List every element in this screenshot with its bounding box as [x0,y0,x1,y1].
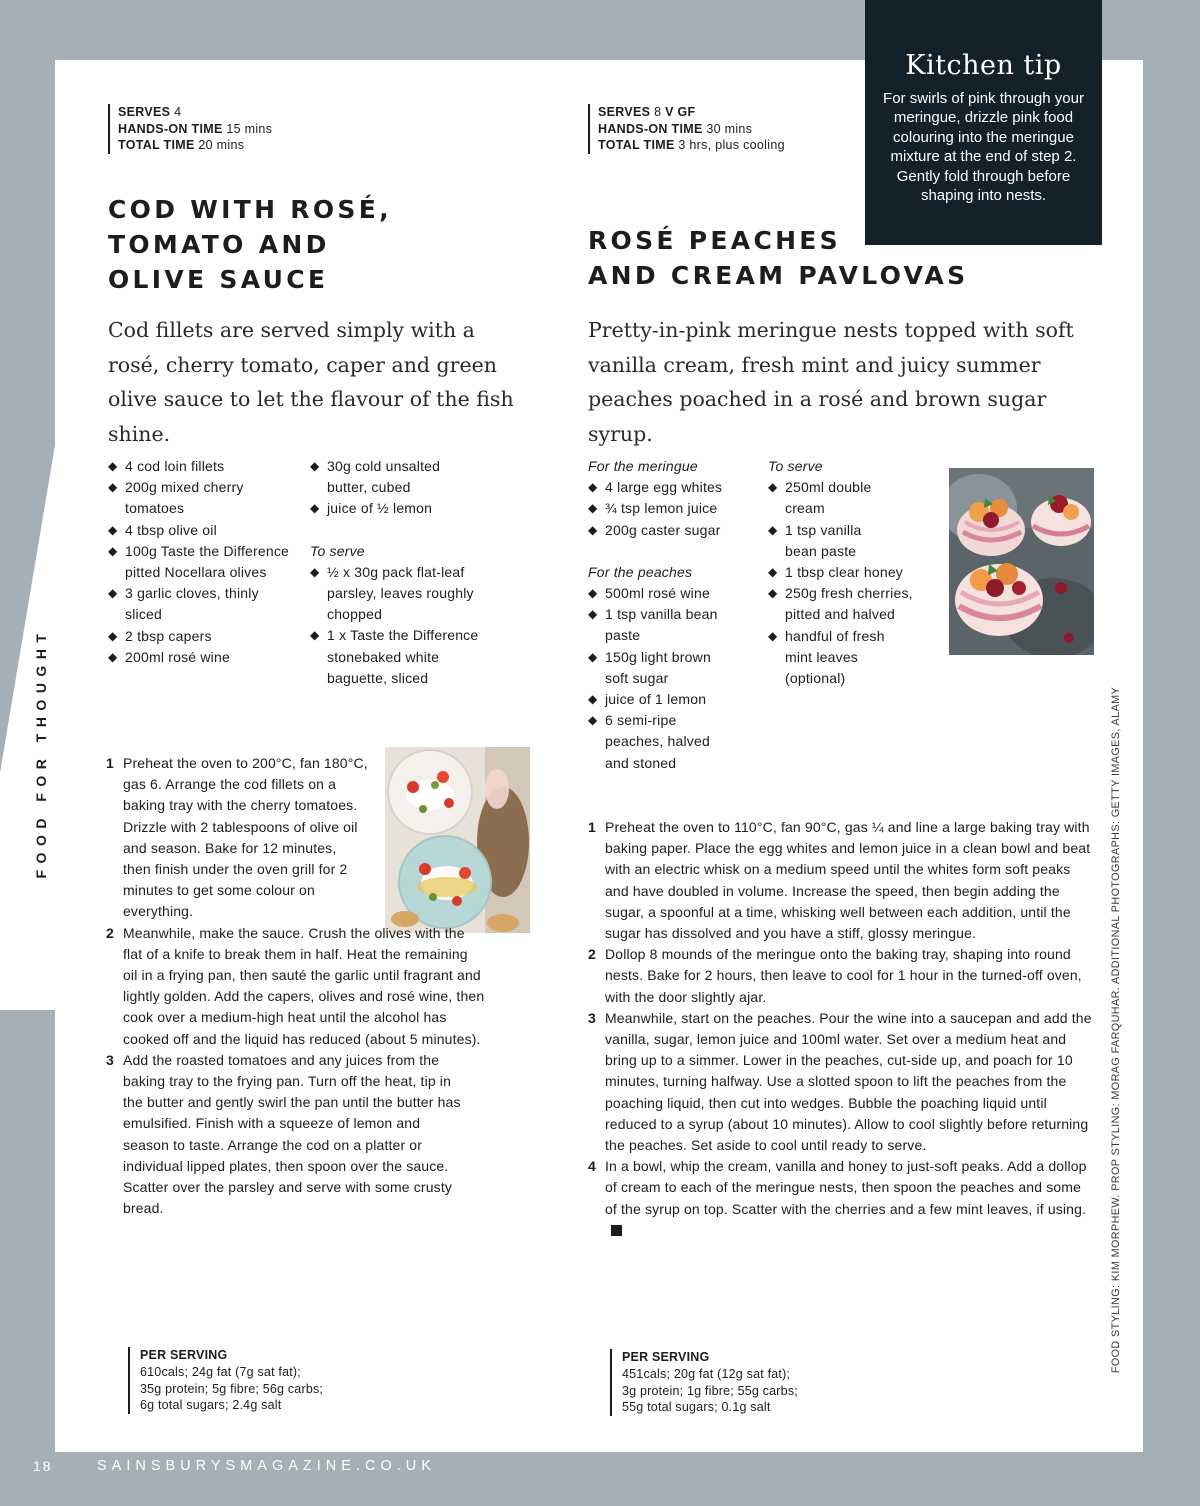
page-number: 18 [33,1458,53,1474]
recipe1-serve-heading: To serve [310,542,365,559]
ingredient: ◆ ¾ tsp lemon juice [588,498,758,519]
ingredient: ◆ handful of fresh mint leaves (optional) [768,626,913,690]
ingredient: ◆ juice of 1 lemon [588,689,758,710]
meringue-heading: For the meringue [588,458,698,474]
nutrition-line: 55g total sugars; 0.1g salt [622,1400,771,1415]
recipe1-total-time: TOTAL TIME 20 mins [118,138,245,152]
ingredient: ◆ 200g mixed cherry tomatoes [108,477,298,519]
ingredient: ◆ 1 tsp vanilla bean paste [768,520,888,562]
photo-credits: FOOD STYLING: KIM MORPHEW. PROP STYLING: MORAG FARQUHAR. ADDITIONAL PHOTOGRAPHS: GETTY IMAGES, ALAMY [1110,686,1122,1374]
recipe1-ingredients-col1 [108,456,298,668]
site-url[interactable]: SAINSBURYSMAGAZINE.CO.UK [97,1458,436,1474]
nutrition-line: 451cals; 20g fat (12g sat fat); [622,1366,791,1381]
ingredient: ◆ 2 tbsp capers [108,626,298,647]
nutrition-line: 35g protein; 5g fibre; 56g carbs; [140,1381,324,1396]
method-step: 1 Preheat the oven to 200°C, fan 180°C, gas 6. Arrange the cod fillets on a baking tray with the cherry tomatoes. Drizzle with 2 tablespoons of olive oil and season. Bake for 12 minutes, then finish under the oven grill for 2 minutes to get some colour on everything. [106,755,368,920]
method-step: 3 Meanwhile, start on the peaches. Pour the wine into a saucepan and add the vanilla, sugar, lemon juice and 100ml water. Set over a medium heat and bring up to a simmer. Lower in the peaches, cut-side up, and poach for 10 minutes, turning halfway. Use a slotted spoon to lift the peaches from the poaching liquid, then cut into wedges. Bubble the poaching liquid until reduced to a syrup (about 10 minutes). Allow to cool slightly before returning the peaches. Set aside to cool until ready to serve. [588,1009,1092,1154]
nutrition-line: 610cals; 24g fat (7g sat fat); [140,1364,301,1379]
peaches-heading: For the peaches [588,563,693,580]
method-step: 2 Dollop 8 mounds of the meringue onto the baking tray, shaping into round nests. Bake for 2 hours, then leave to cool for 1 hour in the turned-off oven, with the door slightly ajar. [588,946,1082,1005]
recipe1-method [106,753,486,1219]
ingredient: ◆ 150g light brown soft sugar [588,647,733,689]
ingredient: ◆ 30g cold unsalted butter, cubed [310,456,480,498]
pavlova-photo [949,468,1094,655]
method-step: 4 In a bowl, whip the cream, vanilla and honey to just-soft peaks. Add a dollop of cream to each of the meringue nests, then spoon the peaches and some of the syrup on top. Scatter with the cherries and a few mint leaves, if using. [588,1156,1094,1241]
recipe1-hands-on-time: HANDS-ON TIME 15 mins [118,121,273,136]
recipe1-nutrition [128,1347,323,1414]
recipe2-meta [588,104,785,154]
method-step: 1 Preheat the oven to 110°C, fan 90°C, gas ¼ and line a large baking tray with baking paper. Place the egg whites and lemon juice in a clean bowl and beat with an electric whisk on a medium speed until the whites form soft peaks and have doubled in volume. Increase the speed, then begin adding the sugar, a spoonful at a time, whisking well between each addition, until the sugar has dissolved and you have a stiff, glossy meringue. [588,819,1091,942]
ingredient: ◆ 200g caster sugar [588,520,758,541]
nutrition-line: 3g protein; 1g fibre; 55g carbs; [622,1383,798,1398]
recipe1-title: COD WITH ROSÉ, TOMATO AND OLIVE SAUCE [108,195,392,294]
ingredient: ◆ 1 x Taste the Difference stonebaked white baguette, sliced [310,625,480,689]
recipe1-serves: SERVES 4 [118,105,182,119]
recipe1-meta [108,104,272,154]
recipe2-total-time: TOTAL TIME 3 hrs, plus cooling [598,138,785,152]
recipe2-nutrition [610,1349,798,1416]
recipe2-method [588,817,1094,1241]
recipe2-intro: Pretty-in-pink meringue nests topped with soft vanilla cream, fresh mint and juicy summer peaches poached in a rosé and brown sugar syrup. [588,318,1074,446]
ingredient: ◆ ½ x 30g pack flat-leaf parsley, leaves roughly chopped [310,562,480,626]
ingredient: ◆ 1 tbsp clear honey [768,562,938,583]
ingredient: ◆ 1 tsp vanilla bean paste [588,604,728,646]
recipe2-serves: SERVES 8 V GF [598,105,696,119]
recipe1-intro: Cod fillets are served simply with a rosé, cherry tomato, caper and green olive sauce to let the flavour of the fish shine. [108,318,514,446]
kitchen-tip-text: For swirls of pink through your meringue, drizzle pink food colouring into the meringue mixture at the end of step 2. Gently fold through before shaping into nests. [883,90,1084,205]
ingredient: ◆ 500ml rosé wine [588,583,758,604]
ingredient: ◆ 250ml double cream [768,477,908,519]
ingredient: ◆ 200ml rosé wine [108,647,298,668]
method-step: 2 Meanwhile, make the sauce. Crush the olives with the flat of a knife to break them in half. Heat the remaining oil in a frying pan, then sauté the garlic until fragrant and lightly golden. Add the capers, olives and rosé wine, then cook over a medium-high heat until the alcohol has cooked off and the liquid has reduced (about 5 minutes). [106,924,485,1047]
recipe2-hands-on-time: HANDS-ON TIME 30 mins [598,121,753,136]
nutrition-line: 6g total sugars; 2.4g salt [140,1398,282,1413]
ingredient: ◆ 4 cod loin fillets [108,456,298,477]
kitchen-tip-title: Kitchen tip [905,50,1062,81]
section-label: FOOD FOR THOUGHT [33,627,49,878]
ingredient: ◆ 4 tbsp olive oil [108,520,298,541]
recipe2-ingredients-col2 [768,456,938,689]
ingredient: ◆ 3 garlic cloves, thinly sliced [108,583,298,625]
method-step: 3 Add the roasted tomatoes and any juices from the baking tray to the frying pan. Turn off the heat, tip in the butter and gently swirl the pan until the butter has emulsified. Finish with a squeeze of lemon and season to taste. Arrange the cod on a platter or individual lipped plates, then spoon over the sauce. Scatter over the parsley and serve with some crusty bread. [106,1051,461,1217]
ingredient: ◆ 100g Taste the Difference pitted Nocellara olives [108,541,298,583]
recipe1-ingredients-col2 [310,456,480,689]
nutrition-heading: PER SERVING [140,1348,228,1362]
end-mark [611,1225,622,1236]
ingredient: ◆ 6 semi-ripe peaches, halved and stoned [588,710,733,774]
ingredient: ◆ 250g fresh cherries, pitted and halved [768,583,938,625]
kitchen-tip-box [865,0,1102,245]
recipe2-serve-heading: To serve [768,458,823,474]
ingredient: ◆ 4 large egg whites [588,477,758,498]
nutrition-heading: PER SERVING [622,1350,710,1364]
ingredient: ◆ juice of ½ lemon [310,498,480,519]
recipe2-ingredients-col1 [588,456,758,774]
recipe2-title: ROSÉ PEACHES AND CREAM PAVLOVAS [588,226,969,290]
